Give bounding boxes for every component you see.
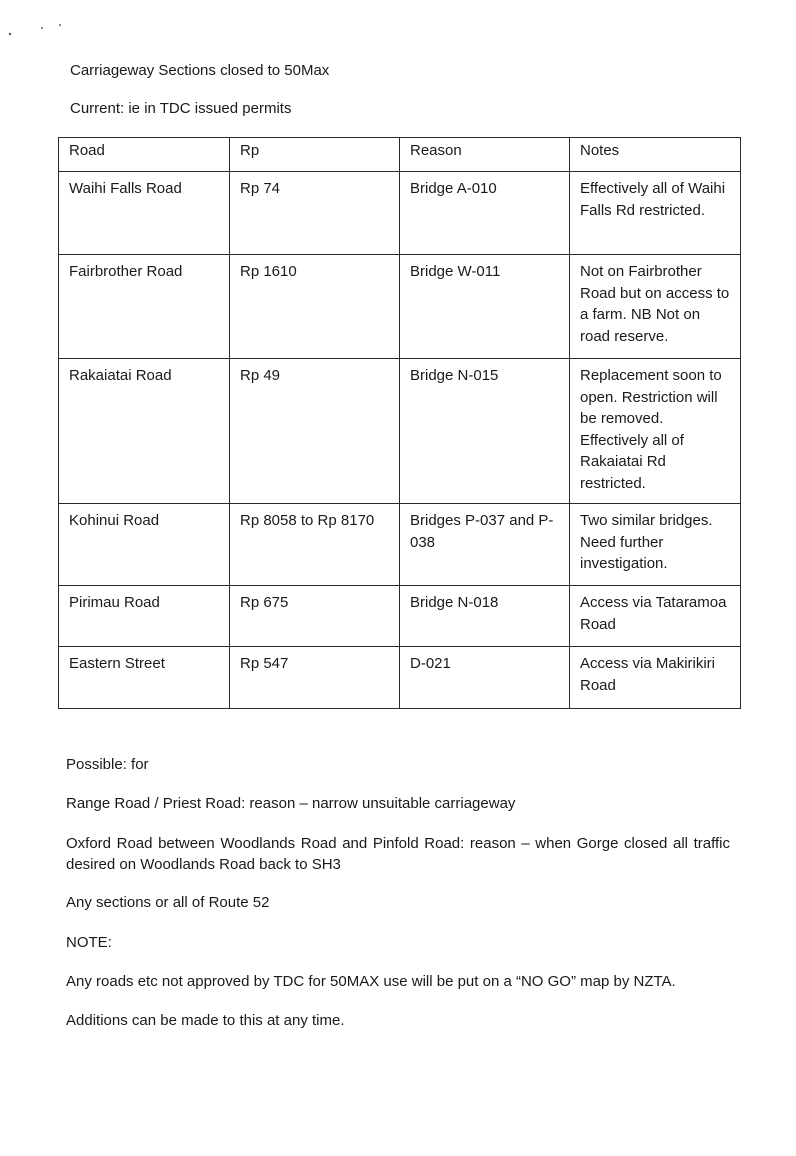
note-line: Additions can be made to this at any time.: [66, 1012, 345, 1029]
cell-road: Waihi Falls Road: [59, 172, 230, 255]
possible-item: Range Road / Priest Road: reason – narrow unsuitable carriageway: [66, 795, 516, 812]
cell-notes: Effectively all of Waihi Falls Rd restricted.: [570, 172, 741, 255]
cell-rp: Rp 49: [230, 359, 400, 504]
closures-table: [58, 137, 741, 709]
document-subtitle: Current: ie in TDC issued permits: [70, 100, 292, 117]
cell-reason: D-021: [400, 647, 570, 709]
cell-reason: Bridge W-011: [400, 255, 570, 359]
cell-reason: Bridge N-018: [400, 586, 570, 647]
cell-rp: Rp 675: [230, 586, 400, 647]
possible-item: Any sections or all of Route 52: [66, 894, 270, 911]
table-row: [59, 359, 741, 504]
table-row: [59, 172, 741, 255]
possible-item: Oxford Road between Woodlands Road and Pinfold Road: reason – when Gorge closed all traffic desired on Woodlands Road back to SH3: [66, 835, 730, 873]
header-notes: Notes: [570, 138, 741, 172]
table-row: [59, 255, 741, 359]
cell-reason: Bridge A-010: [400, 172, 570, 255]
header-road: Road: [59, 138, 230, 172]
cell-rp: Rp 74: [230, 172, 400, 255]
cell-road: Pirimau Road: [59, 586, 230, 647]
cell-rp: Rp 8058 to Rp 8170: [230, 504, 400, 586]
possible-heading: Possible: for: [66, 756, 149, 773]
cell-road: Kohinui Road: [59, 504, 230, 586]
cell-road: Eastern Street: [59, 647, 230, 709]
table-row: [59, 647, 741, 709]
table-header-row: [59, 138, 741, 172]
header-rp: Rp: [230, 138, 400, 172]
note-heading: NOTE:: [66, 934, 112, 951]
scan-specks: [6, 20, 76, 40]
note-line: Any roads etc not approved by TDC for 50MAX use will be put on a “NO GO” map by NZTA.: [66, 973, 676, 990]
cell-notes: Two similar bridges. Need further investigation.: [570, 504, 741, 586]
cell-rp: Rp 547: [230, 647, 400, 709]
table-row: [59, 586, 741, 647]
header-reason: Reason: [400, 138, 570, 172]
cell-road: Rakaiatai Road: [59, 359, 230, 504]
cell-notes: Replacement soon to open. Restriction will be removed. Effectively all of Rakaiatai Rd restricted.: [570, 359, 741, 504]
cell-reason: Bridge N-015: [400, 359, 570, 504]
document-title: Carriageway Sections closed to 50Max: [70, 62, 330, 79]
cell-reason: Bridges P-037 and P-038: [400, 504, 570, 586]
cell-notes: Access via Makirikiri Road: [570, 647, 741, 709]
cell-notes: Access via Tataramoa Road: [570, 586, 741, 647]
cell-road: Fairbrother Road: [59, 255, 230, 359]
cell-notes: Not on Fairbrother Road but on access to a farm. NB Not on road reserve.: [570, 255, 741, 359]
table-row: [59, 504, 741, 586]
cell-rp: Rp 1610: [230, 255, 400, 359]
